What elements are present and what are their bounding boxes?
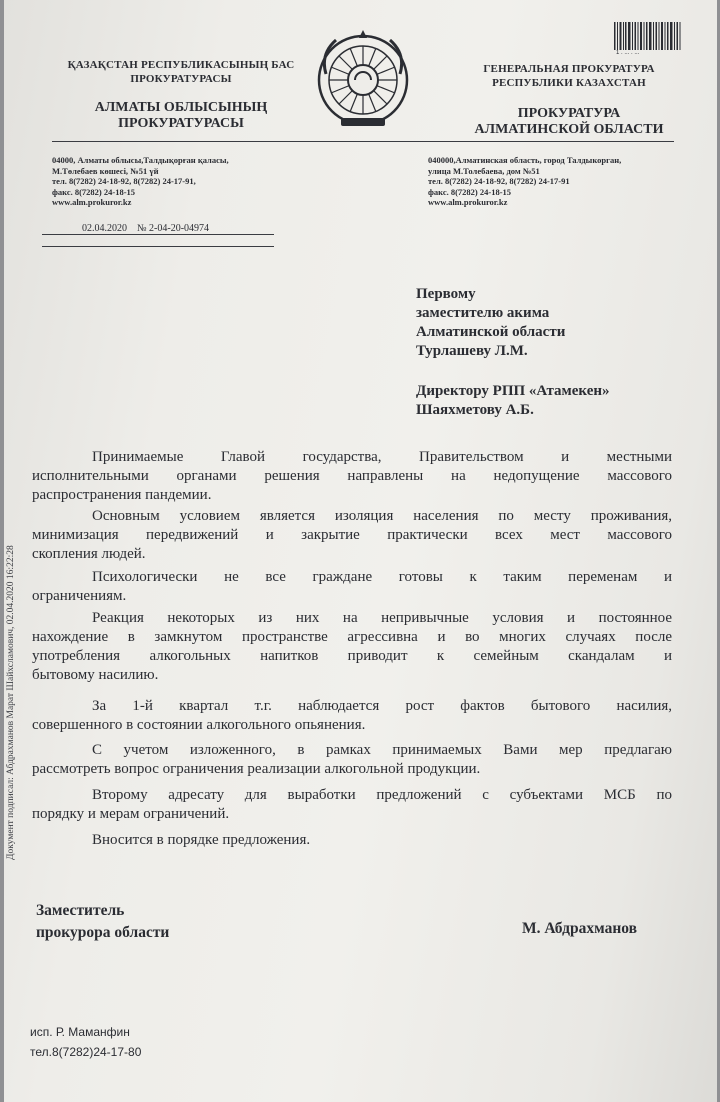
recipient-line: заместителю акима [416,305,550,321]
header-ru [444,62,694,90]
text-line: бытовому насилию. [32,667,159,683]
header-ru-org [444,106,694,138]
header-kz-line1: ҚАЗАҚСТАН РЕСПУБЛИКАСЫНЫҢ БАС [67,59,295,71]
text-line: минимизация передвижений и закрытие практически всех мест массового [32,527,672,543]
address-ru-line: улица М.Толебаева, дом №51 [428,165,540,176]
registration [82,223,209,234]
header-ru-line2: РЕСПУБЛИКИ КАЗАХСТАН [492,77,646,89]
recipient-line: Первому [416,286,476,302]
header-kz-org-line1: АЛМАТЫ ОБЛЫСЫНЫҢ [94,100,268,115]
header-ru-org-line2: АЛМАТИНСКОЙ ОБЛАСТИ [474,122,664,137]
text-line: Принимаемые Главой государства, Правительством и местными [92,449,672,465]
reg-rule-top [42,234,274,235]
text-line: исполнительными органами решения направлены на недопущение массового [32,468,672,484]
address-kz-line: 04000, Алматы облысы,Талдықорған қаласы, [52,155,229,165]
recipient-2 [416,382,610,420]
address-ru-line: факс. 8(7282) 24-18-15 [428,186,512,197]
header-kz-org [56,100,306,132]
header-kz-org-line2: ПРОКУРАТУРАСЫ [118,116,244,131]
address-kz-line: М.Төлебаев көшесі, №51 үй [52,165,159,176]
recipient-line: Шаяхметову А.Б. [416,402,534,418]
paragraph-1 [32,448,672,505]
reg-number: № 2-04-20-04974 [137,223,210,234]
paragraph-6 [32,741,672,779]
text-line: Психологически не все граждане готовы к таким переменам и [92,569,672,585]
barcode-number: 1 . ... . ... [616,50,640,56]
text-line: Реакция некоторых из них на непривычные условия и постоянное [92,610,672,626]
paragraph-3 [32,568,672,606]
paragraph-8 [32,831,672,850]
state-emblem [316,28,410,132]
letter-page [4,0,717,1102]
text-line: Второму адресату для выработки предложений с субъектами МСБ по [92,787,672,803]
text-line: Основным условием является изоляция населения по месту проживания, [92,508,672,524]
header-kz-line2: ПРОКУРАТУРАСЫ [130,73,232,85]
text-line: Вносится в порядке предложения. [92,832,311,848]
executor-name: исп. Р. Маманфин [30,1025,130,1039]
paragraph-7 [32,786,672,824]
signer-name: М. Абдрахманов [522,920,637,937]
executor [30,1022,141,1062]
signer-title-line1: Заместитель [36,902,125,919]
address-ru [428,155,688,208]
reg-date: 02.04.2020 [82,223,127,234]
text-line: скопления людей. [32,546,146,562]
header-rule [52,141,674,142]
digital-signature-text: Документ подписал: Абдрахманов Марат Шайхсламович, 02.04.2020 16:22:28 [6,545,16,860]
text-line: употребления алкогольных напитков приводит к семейным скандалам и [32,648,672,664]
recipient-line: Турлашеву Л.М. [416,343,528,359]
address-kz [52,155,292,208]
header-ru-org-line1: ПРОКУРАТУРА [517,106,621,121]
executor-phone: тел.8(7282)24-17-80 [30,1045,142,1059]
text-line: ограничениям. [32,588,127,604]
signer-title-line2: прокурора области [36,924,170,941]
recipient-line: Алматинской области [416,324,566,340]
header-ru-line1: ГЕНЕРАЛЬНАЯ ПРОКУРАТУРА [483,63,655,75]
paragraph-4 [32,609,672,685]
text-line: порядку и мерам ограничений. [32,806,230,822]
text-line: совершенного в состоянии алкогольного опьянения. [32,717,366,733]
text-line: нахождение в замкнутом пространстве агрессивна и во многих случаях после [32,629,672,645]
text-line: распространения пандемии. [32,487,212,503]
address-kz-line: факс. 8(7282) 24-18-15 [52,186,136,197]
address-ru-line: www.alm.prokuror.kz [428,197,508,207]
signer-title [36,900,169,944]
recipient-1 [416,285,565,361]
address-ru-line: тел. 8(7282) 24-18-92, 8(7282) 24-17-91 [428,176,570,186]
paragraph-5 [32,697,672,735]
text-line: За 1-й квартал т.г. наблюдается рост фактов бытового насилия, [92,698,672,714]
address-kz-line: www.alm.prokuror.kz [52,197,132,207]
header-kz [56,58,306,86]
paragraph-2 [32,507,672,564]
address-ru-line: 040000,Алматинская область, город Талдыкорган, [428,155,622,165]
text-line: рассмотреть вопрос ограничения реализации алкогольной продукции. [32,761,481,777]
digital-signature-note [6,390,20,860]
recipient-line: Директору РПП «Атамекен» [416,383,610,399]
address-kz-line: тел. 8(7282) 24-18-92, 8(7282) 24-17-91, [52,176,196,186]
reg-rule-bottom [42,246,274,247]
text-line: С учетом изложенного, в рамках принимаемых Вами мер предлагаю [92,742,672,758]
